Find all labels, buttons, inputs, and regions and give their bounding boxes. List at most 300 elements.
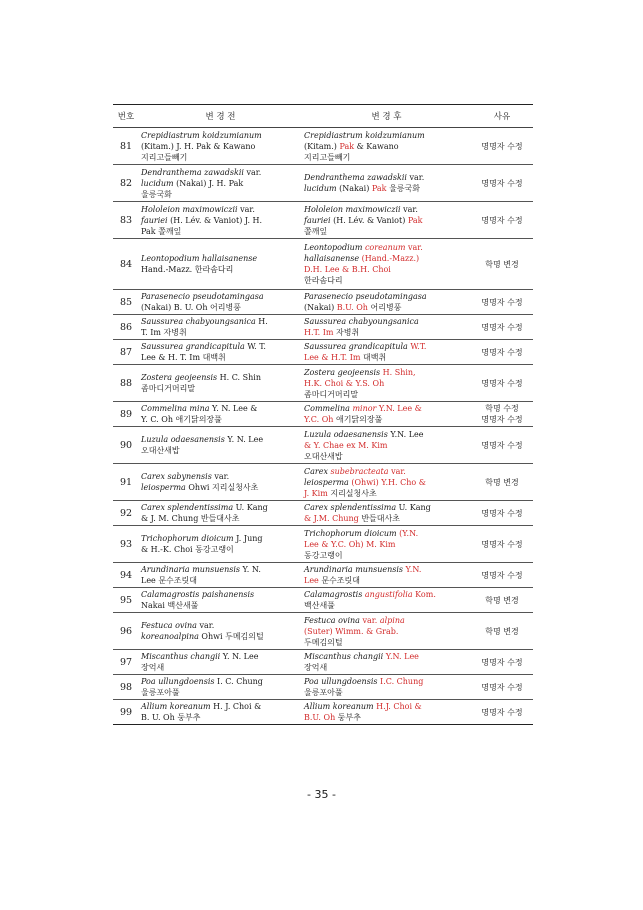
cell-line: [304, 341, 469, 352]
after-name-cell: [302, 202, 471, 239]
cell-line: [304, 215, 469, 226]
cell-line: [141, 130, 300, 141]
cell-line: [304, 488, 469, 499]
table-row: [113, 501, 533, 526]
cell-line: [304, 226, 469, 237]
after-name-cell: [302, 290, 471, 315]
cell-line: [304, 575, 469, 586]
cell-line: [304, 367, 469, 378]
name-text: 울릉포아풀: [141, 688, 180, 697]
name-text: Allium koreanum: [141, 702, 211, 711]
row-number: 95: [113, 588, 139, 613]
cell-line: [304, 172, 469, 183]
cell-line: [141, 141, 300, 152]
reason-cell: 학명 수정 명명자 수정: [471, 402, 533, 427]
cell-line: [304, 477, 469, 488]
cell-line: [141, 316, 300, 327]
cell-line: [141, 631, 300, 642]
row-number: 96: [113, 613, 139, 650]
name-text: 울릉국화: [141, 189, 172, 199]
name-text: Crepidiastrum koidzumianum: [141, 130, 262, 140]
changed-text: angustifolia: [364, 590, 413, 599]
name-text: 동강고랭이: [304, 550, 343, 560]
reason-cell: 명명자 수정: [471, 290, 533, 315]
name-text: Saussurea chabyoungsanica: [141, 317, 256, 326]
table-row: [113, 165, 533, 202]
row-number: 89: [113, 402, 139, 427]
name-text: 좀마디거머리말: [304, 389, 359, 399]
changed-text: Y.C. Oh: [304, 415, 334, 424]
changed-text: alpina: [379, 615, 405, 625]
table-body: [113, 128, 533, 725]
reason-cell: 명명자 수정: [471, 202, 533, 239]
before-name-cell: [139, 650, 302, 675]
changed-text: var.: [405, 243, 423, 252]
changed-text: & J.M. Chung: [304, 514, 359, 523]
name-text: Pak 쫄깨잎: [141, 226, 182, 236]
table-row: [113, 402, 533, 427]
name-text: 지리고들빼기: [304, 152, 351, 162]
name-text: leiosperma: [141, 483, 186, 492]
after-name-cell: [302, 588, 471, 613]
changed-text: J. Kim: [304, 488, 328, 498]
name-text: (Nakai): [336, 184, 372, 193]
cell-line: [141, 471, 300, 482]
cell-line: [304, 152, 469, 163]
table-row: [113, 464, 533, 501]
cell-line: [304, 130, 469, 141]
name-text: koreanoalpina: [141, 632, 199, 641]
before-name-cell: [139, 675, 302, 700]
table-row: [113, 315, 533, 340]
name-text: 울릉포아풀: [304, 688, 343, 697]
cell-line: [141, 502, 300, 513]
name-text: U. Kang: [233, 503, 268, 512]
name-text: fauriei: [141, 215, 168, 225]
cell-line: [304, 712, 469, 723]
cell-line: [304, 528, 469, 539]
name-text: (H. Lév. & Vaniot): [330, 215, 408, 225]
name-text: Dendranthema zawadskii: [304, 173, 407, 182]
after-name-cell: [302, 613, 471, 650]
changed-text: H.T. Im: [304, 328, 334, 337]
cell-line: [141, 302, 300, 313]
cell-line: [141, 414, 300, 425]
cell-line: [304, 327, 469, 338]
reason-cell: 명명자 수정: [471, 563, 533, 588]
table-row: [113, 365, 533, 402]
name-text: 지리실청사초: [327, 488, 377, 498]
changed-text: Pak: [371, 184, 387, 193]
cell-line: [304, 264, 469, 275]
after-name-cell: [302, 526, 471, 563]
row-number: 92: [113, 501, 139, 526]
cell-line: [304, 451, 469, 462]
table-row: [113, 650, 533, 675]
cell-line: [304, 550, 469, 561]
name-text: leiosperma: [304, 477, 349, 487]
cell-line: [141, 533, 300, 544]
table-row: [113, 290, 533, 315]
changed-text: B.U. Oh: [304, 713, 336, 722]
row-number: 86: [113, 315, 139, 340]
name-text: Commelina: [304, 404, 353, 413]
name-text: J. Jung: [233, 534, 263, 543]
header-reason: 사유: [471, 105, 533, 128]
name-text: Luzula odaesanensis: [141, 435, 225, 444]
name-text: Y. C. Oh 애기닭의장풀: [141, 415, 222, 424]
name-text: 한라솜다리: [304, 276, 343, 285]
changed-text: Kom.: [412, 590, 436, 599]
row-number: 84: [113, 239, 139, 290]
name-text: 쫄깨잎: [304, 226, 328, 236]
row-number: 81: [113, 128, 139, 165]
name-text: Zostera geojeensis: [141, 373, 218, 382]
cell-line: [141, 352, 300, 363]
reason-cell: 명명자 수정: [471, 315, 533, 340]
after-name-cell: [302, 315, 471, 340]
cell-line: [141, 403, 300, 414]
before-name-cell: [139, 402, 302, 427]
cell-line: [304, 701, 469, 712]
row-number: 91: [113, 464, 139, 501]
table-row: [113, 128, 533, 165]
cell-line: [141, 291, 300, 302]
cell-line: [304, 502, 469, 513]
name-text: var.: [406, 173, 425, 182]
name-text: 자병취: [333, 328, 360, 337]
cell-line: [304, 466, 469, 477]
row-number: 82: [113, 165, 139, 202]
changed-text: Lee: [304, 576, 319, 585]
cell-line: [141, 189, 300, 200]
after-name-cell: [302, 563, 471, 588]
name-text: (Kitam.): [304, 141, 340, 151]
cell-line: [141, 204, 300, 215]
cell-line: [304, 302, 469, 313]
table-row: [113, 588, 533, 613]
name-text: 오대산새밥: [304, 451, 343, 461]
name-text: 문수조릿대: [318, 576, 360, 585]
reason-cell: 명명자 수정: [471, 427, 533, 464]
before-name-cell: [139, 563, 302, 588]
table-row: [113, 202, 533, 239]
name-text: Commelina mina: [141, 404, 210, 413]
name-text: Crepidiastrum koidzumianum: [304, 130, 425, 140]
reason-cell: 명명자 수정: [471, 675, 533, 700]
cell-line: [304, 414, 469, 425]
name-text: 백산새풀: [304, 601, 335, 610]
name-change-table: [113, 104, 533, 725]
name-text: Dendranthema zawadskii: [141, 167, 244, 177]
cell-line: [304, 600, 469, 611]
changed-text: var.: [388, 466, 406, 476]
table-row: [113, 613, 533, 650]
name-text: Parasenecio pseudotamingasa: [304, 292, 427, 301]
after-name-cell: [302, 239, 471, 290]
name-text: 지리고들빼기: [141, 152, 188, 162]
reason-cell: 학명 변경: [471, 613, 533, 650]
row-number: 98: [113, 675, 139, 700]
name-text: 울릉국화: [386, 184, 420, 193]
name-text: Zostera geojeensis: [304, 367, 381, 377]
changed-text: I.C. Chung: [377, 677, 424, 686]
name-text: Y. N. Lee &: [209, 404, 258, 413]
name-text: Poa ullungdoensis: [141, 677, 215, 686]
changed-text: W.T.: [407, 342, 427, 351]
after-name-cell: [302, 340, 471, 365]
cell-line: [141, 445, 300, 456]
name-text: var.: [243, 167, 262, 177]
name-text: Calamagrostis: [304, 590, 365, 599]
changed-text: Y.N. Lee: [383, 652, 419, 661]
changed-text: Y.N.: [403, 565, 422, 574]
before-name-cell: [139, 165, 302, 202]
reason-cell: 명명자 수정: [471, 501, 533, 526]
name-text: Y.N. Lee: [387, 429, 424, 439]
name-text: & J. M. Chung 반들대사초: [141, 514, 240, 523]
changed-text: H.K. Choi & Y.S. Oh: [304, 378, 385, 388]
cell-line: [304, 626, 469, 637]
name-text: (H. Lév. & Vaniot) J. H.: [167, 215, 263, 225]
after-name-cell: [302, 165, 471, 202]
cell-line: [304, 539, 469, 550]
changed-text: coreanum: [364, 243, 406, 252]
before-name-cell: [139, 202, 302, 239]
before-name-cell: [139, 315, 302, 340]
before-name-cell: [139, 464, 302, 501]
after-name-cell: [302, 365, 471, 402]
name-text: var.: [400, 204, 418, 214]
table-row: [113, 526, 533, 563]
name-text: Lee & H. T. Im 대백취: [141, 353, 226, 362]
name-text: Hand.-Mazz. 한라솜다리: [141, 265, 234, 274]
name-text: H. J. Choi &: [210, 702, 262, 711]
name-text: Allium koreanum: [304, 702, 374, 711]
name-text: T. Im 자병취: [141, 328, 187, 337]
before-name-cell: [139, 128, 302, 165]
name-text: (Nakai): [304, 303, 337, 312]
name-text: Saussurea grandicapitula: [141, 342, 245, 351]
page-number: - 35 -: [307, 788, 336, 801]
name-text: Poa ullungdoensis: [304, 677, 378, 686]
name-text: Carex: [304, 466, 331, 476]
table-row: [113, 700, 533, 725]
before-name-cell: [139, 588, 302, 613]
cell-line: [141, 327, 300, 338]
row-number: 97: [113, 650, 139, 675]
name-text: Carex splendentissima: [141, 503, 234, 512]
cell-line: [141, 564, 300, 575]
cell-line: [141, 434, 300, 445]
header-no: 번호: [113, 105, 139, 128]
cell-line: [304, 291, 469, 302]
reason-cell: 학명 변경: [471, 239, 533, 290]
cell-line: [141, 701, 300, 712]
cell-line: [141, 687, 300, 698]
cell-line: [304, 615, 469, 626]
name-text: Ohwi 지리실청사초: [185, 483, 259, 492]
name-text: 어리병풍: [367, 303, 402, 312]
cell-line: [141, 513, 300, 524]
name-text: Festuca ovina: [141, 621, 197, 630]
before-name-cell: [139, 239, 302, 290]
changed-text: Lee & H.T. Im: [304, 353, 361, 362]
cell-line: [141, 662, 300, 673]
name-text: 오대산새밥: [141, 446, 180, 455]
changed-text: (Ohwi) Y.H. Cho &: [348, 477, 426, 487]
name-text: (Nakai) B. U. Oh 어리병풍: [141, 303, 241, 312]
before-name-cell: [139, 613, 302, 650]
cell-line: [304, 589, 469, 600]
changed-text: minor: [352, 404, 377, 413]
changed-text: D.H. Lee & B.H. Choi: [304, 265, 391, 274]
before-name-cell: [139, 526, 302, 563]
name-text: & Kawano: [354, 141, 399, 151]
name-text: & H.-K. Choi 동강고랭이: [141, 545, 234, 554]
cell-line: [141, 215, 300, 226]
cell-line: [141, 589, 300, 600]
row-number: 99: [113, 700, 139, 725]
name-text: Saussurea chabyoungsanica: [304, 317, 419, 326]
table-row: [113, 675, 533, 700]
row-number: 87: [113, 340, 139, 365]
name-text: 대백취: [360, 353, 387, 362]
row-number: 85: [113, 290, 139, 315]
header-after: 변 경 후: [302, 105, 471, 128]
name-text: Y. N. Lee: [220, 652, 259, 661]
cell-line: [304, 637, 469, 648]
reason-cell: 학명 변경: [471, 464, 533, 501]
name-text: lucidum: [304, 184, 337, 193]
cell-line: [304, 183, 469, 194]
cell-line: [141, 676, 300, 687]
cell-line: [304, 513, 469, 524]
name-text: fauriei: [304, 215, 331, 225]
name-text: Parasenecio pseudotamingasa: [141, 292, 264, 301]
name-text: 반들대사초: [358, 514, 400, 523]
cell-line: [304, 564, 469, 575]
name-text: lucidum: [141, 178, 174, 188]
name-text: I. C. Chung: [214, 677, 263, 686]
cell-line: [141, 544, 300, 555]
after-name-cell: [302, 700, 471, 725]
before-name-cell: [139, 290, 302, 315]
table-row: [113, 427, 533, 464]
cell-line: [304, 403, 469, 414]
cell-line: [304, 352, 469, 363]
name-text: Arundinaria munsuensis: [141, 565, 241, 574]
name-text: Leontopodium hallaisanense: [141, 254, 258, 263]
cell-line: [141, 482, 300, 493]
name-text: 두메김의털: [304, 637, 343, 647]
reason-cell: 명명자 수정: [471, 650, 533, 675]
row-number: 88: [113, 365, 139, 402]
name-text: Carex splendentissima: [304, 503, 397, 512]
name-text: (Nakai) J. H. Pak: [173, 178, 244, 188]
cell-line: [304, 316, 469, 327]
name-text: U. Kang: [396, 503, 431, 512]
name-text: Leontopodium: [304, 243, 365, 252]
changed-text: (Y.N.: [396, 528, 419, 538]
cell-line: [141, 178, 300, 189]
table-row: [113, 239, 533, 290]
name-text: Calamagrostis paishanensis: [141, 590, 255, 599]
cell-line: [141, 600, 300, 611]
changed-text: H.J. Choi &: [373, 702, 422, 711]
changed-text: Lee & Y.C. Oh) M. Kim: [304, 539, 396, 549]
row-number: 83: [113, 202, 139, 239]
cell-line: [141, 226, 300, 237]
cell-line: [304, 242, 469, 253]
name-text: 장억새: [304, 663, 328, 672]
cell-line: [304, 687, 469, 698]
changed-text: (Suter) Wimm. & Grab.: [304, 626, 399, 636]
cell-line: [304, 275, 469, 286]
before-name-cell: [139, 340, 302, 365]
after-name-cell: [302, 675, 471, 700]
name-text: H. C. Shin: [217, 373, 261, 382]
changed-text: (Hand.-Mazz.): [359, 254, 420, 263]
cell-line: [141, 372, 300, 383]
reason-cell: 명명자 수정: [471, 365, 533, 402]
header-before: 변 경 전: [139, 105, 302, 128]
name-text: var.: [196, 621, 215, 630]
name-text: 둥부추: [335, 713, 361, 722]
name-text: Hololeion maximowiczii: [141, 204, 238, 214]
after-name-cell: [302, 128, 471, 165]
name-text: Y. N.: [240, 565, 261, 574]
name-text: Nakai 백산새풀: [141, 601, 199, 610]
cell-line: [304, 662, 469, 673]
name-text: Lee 문수조릿대: [141, 576, 197, 585]
cell-line: [304, 204, 469, 215]
name-text: hallaisanense: [304, 254, 360, 263]
after-name-cell: [302, 402, 471, 427]
cell-line: [141, 341, 300, 352]
cell-line: [141, 253, 300, 264]
name-text: Miscanthus changii: [304, 652, 384, 661]
name-text: Hololeion maximowiczii: [304, 204, 401, 214]
table-row: [113, 340, 533, 365]
name-text: Trichophorum dioicum: [304, 528, 397, 538]
reason-cell: 명명자 수정: [471, 165, 533, 202]
name-text: Luzula odaesanensis: [304, 429, 388, 439]
name-text: W. T.: [244, 342, 266, 351]
cell-line: [304, 440, 469, 451]
name-text: Festuca ovina: [304, 615, 360, 625]
before-name-cell: [139, 700, 302, 725]
name-text: Trichophorum dioicum: [141, 534, 234, 543]
reason-cell: 명명자 수정: [471, 128, 533, 165]
cell-line: [141, 620, 300, 631]
changed-text: Y.N. Lee &: [376, 404, 422, 413]
row-number: 90: [113, 427, 139, 464]
name-text: Ohwi 두메김의털: [198, 632, 264, 641]
name-text: Arundinaria munsuensis: [304, 565, 404, 574]
row-number: 94: [113, 563, 139, 588]
cell-line: [304, 676, 469, 687]
after-name-cell: [302, 427, 471, 464]
cell-line: [304, 141, 469, 152]
row-number: 93: [113, 526, 139, 563]
name-text: Saussurea grandicapitula: [304, 342, 408, 351]
name-text: var.: [237, 204, 255, 214]
reason-cell: 학명 변경: [471, 588, 533, 613]
changed-text: Pak: [407, 215, 423, 225]
name-text: 좀마디거머리말: [141, 384, 196, 393]
name-text: 애기닭의장풀: [333, 415, 383, 424]
